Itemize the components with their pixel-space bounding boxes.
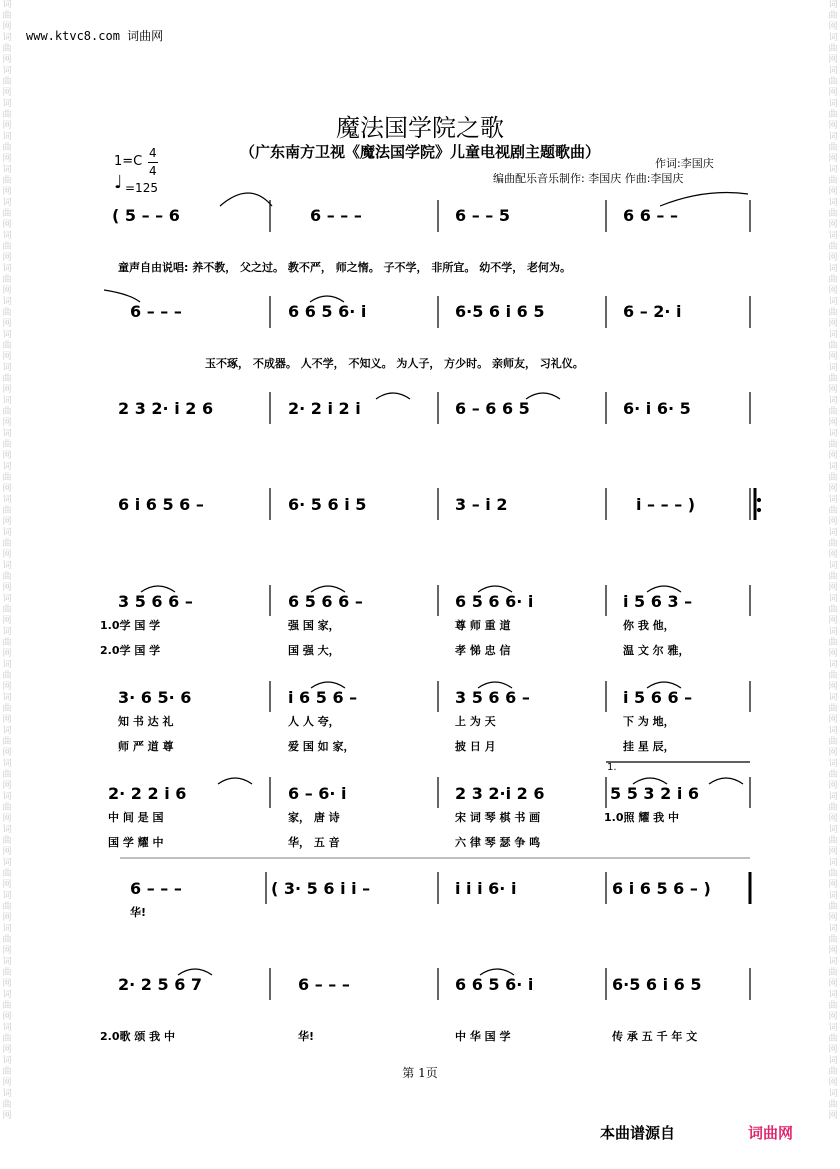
- measure: 2 3 2· i 2 6: [118, 399, 214, 418]
- lyric: 国 强 大，: [288, 644, 340, 657]
- lyric: 下 为 地，: [623, 715, 675, 728]
- measure: i 6 5 6 –: [288, 688, 358, 707]
- measure: ( 5 – – 6: [112, 206, 180, 225]
- lyric: 上 为 天: [455, 715, 496, 728]
- volta-label: 1.: [607, 762, 617, 773]
- lyric: 家， 唐 诗: [288, 811, 340, 824]
- measure: ( 3· 5 6 i i –: [271, 879, 371, 898]
- lyric: 爱 国 如 家，: [288, 740, 355, 753]
- measure: 6 i 6 5 6 –: [118, 495, 204, 514]
- time-signature-bottom: 4: [149, 164, 157, 178]
- lyric: 六 律 琴 瑟 争 鸣: [455, 836, 541, 849]
- measure: 6 5 6 6· i: [455, 592, 534, 611]
- measure: 6· 5 6 i 5: [288, 495, 367, 514]
- lyricist: 作词:李国庆: [655, 157, 714, 170]
- song-subtitle: （广东南方卫视《魔法国学院》儿童电视剧主题歌曲）: [239, 143, 600, 161]
- lyric: 1.0学 国 学: [100, 619, 161, 632]
- measure: 6·5 6 i 6 5: [455, 302, 545, 321]
- measure: i – – – ): [636, 495, 696, 514]
- measure: 6 – 2· i: [623, 302, 682, 321]
- lyric: 挂 星 辰，: [623, 740, 675, 753]
- key-signature: 1=C: [114, 154, 143, 169]
- measure: 6 – – –: [310, 206, 362, 225]
- lyric: 华， 五 音: [288, 836, 340, 849]
- spoken-lyrics-2: 玉不琢， 不成器。 人不学， 不知义。 为人子， 方少时。 亲师友， 习礼仪。: [205, 357, 584, 370]
- brand-link[interactable]: 词曲网: [748, 1124, 794, 1142]
- lyric: 披 日 月: [455, 740, 496, 753]
- tempo: =125: [125, 181, 158, 195]
- page-number: 第 1页: [402, 1066, 438, 1080]
- measure: i i i 6· i: [455, 879, 517, 898]
- measure: 2· 2 i 2 i: [288, 399, 361, 418]
- quarter-note-icon: ♩: [114, 172, 123, 193]
- measure: 3 5 6 6 –: [455, 688, 530, 707]
- lyric: 国 学 耀 中: [108, 836, 164, 849]
- measure: 6 6 5 6· i: [288, 302, 367, 321]
- source-label: 本曲谱源自: [600, 1124, 676, 1142]
- lyric: 师 严 道 尊: [118, 740, 174, 753]
- measure: 6 – – –: [130, 302, 182, 321]
- time-signature-top: 4: [149, 146, 157, 160]
- measure: 2· 2 5 6 7: [118, 975, 203, 994]
- watermark-left: 词曲网词曲网词曲网词曲网词曲网词曲网词曲网词曲网词曲网词曲网词曲网词曲网词曲网词曲网词曲网词曲网词曲网词曲网词曲网词曲网词曲网词曲网词曲网词曲网词曲网词曲网词曲网词曲网词曲网词曲网词曲网词曲网词曲网词曲网: [2, 0, 12, 1121]
- lyric: 温 文 尔 雅，: [623, 644, 690, 657]
- song-title: 魔法国学院之歌: [336, 114, 504, 142]
- measure: 6 – – –: [130, 879, 182, 898]
- site-url[interactable]: www.ktvc8.com 词曲网: [26, 29, 164, 43]
- lyric: 中 华 国 学: [455, 1030, 511, 1043]
- measure: i 5 6 3 –: [623, 592, 693, 611]
- measure: 6 – – 5: [455, 206, 510, 225]
- measure: 2 3 2·i 2 6: [455, 784, 545, 803]
- credits: 编曲配乐音乐制作: 李国庆 作曲:李国庆: [493, 172, 684, 185]
- lyric: 华!: [130, 906, 147, 919]
- lyric: 2.0学 国 学: [100, 644, 161, 657]
- lyric: 传 承 五 千 年 文: [612, 1030, 698, 1043]
- spoken-lyrics-1: 童声自由说唱: 养不教， 父之过。 教不严， 师之惰。 子不学， 非所宜。 幼不学， 老何为。: [118, 261, 572, 274]
- measure: 3· 6 5· 6: [118, 688, 192, 707]
- measure: 6 – 6 6 5: [455, 399, 530, 418]
- measure: 6 5 6 6 –: [288, 592, 363, 611]
- lyric: 你 我 他，: [623, 619, 675, 632]
- measure: 6 i 6 5 6 – ): [612, 879, 711, 898]
- lyric: 强 国 家，: [288, 619, 340, 632]
- measure: 3 – i 2: [455, 495, 508, 514]
- lyric: 人 人 夸，: [288, 715, 340, 728]
- measure: 6·5 6 i 6 5: [612, 975, 702, 994]
- measure: 2· 2 2 i 6: [108, 784, 187, 803]
- measure: 3 5 6 6 –: [118, 592, 193, 611]
- lyric: 华!: [298, 1030, 315, 1043]
- measure: 6 6 – –: [623, 206, 678, 225]
- measure: 5 5 3 2 i 6: [610, 784, 699, 803]
- lyric: 知 书 达 礼: [118, 715, 174, 728]
- measure: 6 – 6· i: [288, 784, 347, 803]
- measure: 6· i 6· 5: [623, 399, 691, 418]
- lyric: 1.0照 耀 我 中: [604, 811, 679, 824]
- lyric: 尊 师 重 道: [455, 619, 511, 632]
- measure: i 5 6 6 –: [623, 688, 693, 707]
- watermark-right: 词曲网词曲网词曲网词曲网词曲网词曲网词曲网词曲网词曲网词曲网词曲网词曲网词曲网词曲网词曲网词曲网词曲网词曲网词曲网词曲网词曲网词曲网词曲网词曲网词曲网词曲网词曲网词曲网词曲网词曲网词曲网词曲网词曲网词曲网: [828, 0, 838, 1121]
- lyric: 孝 悌 忠 信: [455, 644, 511, 657]
- lyric: 宋 词 琴 棋 书 画: [455, 811, 541, 824]
- lyric: 2.0歌 颂 我 中: [100, 1030, 175, 1043]
- measure: 6 6 5 6· i: [455, 975, 534, 994]
- lyric: 中 间 是 国: [108, 811, 164, 824]
- measure: 6 – – –: [298, 975, 350, 994]
